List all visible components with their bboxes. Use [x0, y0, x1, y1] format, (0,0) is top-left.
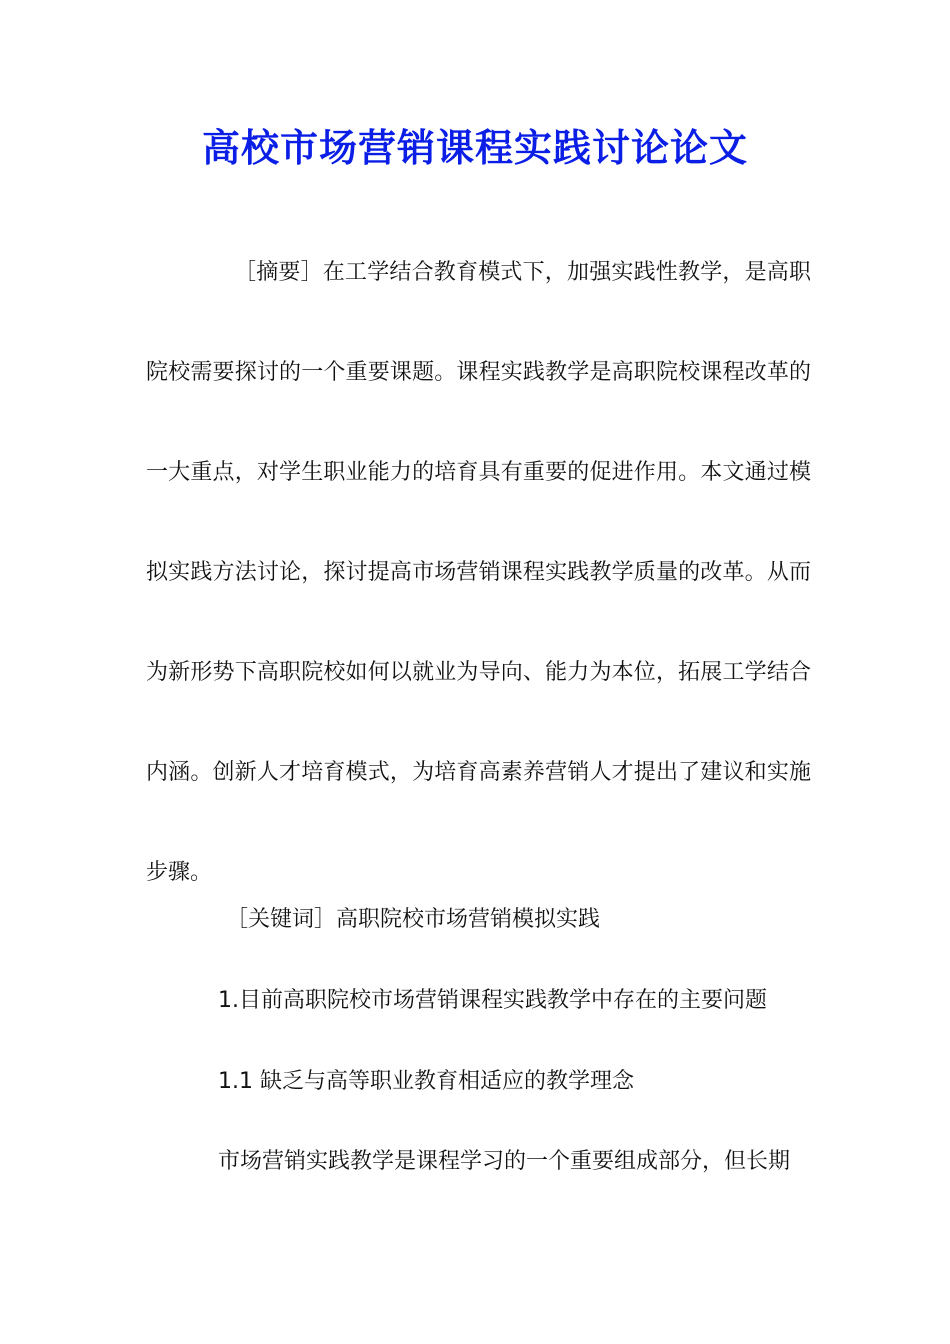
section-heading-1: 1.目前高职院校市场营销课程实践教学中存在的主要问题: [218, 988, 767, 1013]
section-heading-1-1: 1.1 缺乏与高等职业教育相适应的教学理念: [218, 1069, 634, 1094]
body-paragraph: 市场营销实践教学是课程学习的一个重要组成部分，但长期: [218, 1149, 791, 1174]
document-title: 高校市场营销课程实践讨论论文: [201, 125, 748, 170]
keywords-line: ［关键词］高职院校市场营销模拟实践: [226, 907, 601, 932]
abstract-paragraph: ［摘要］在工学结合教育模式下，加强实践性教学，是高职院校需要探讨的一个重要课题。课程实践教学是高职院校课程改革的一大重点，对学生职业能力的培育具有重要的促进作用。本文通过模拟实践方法讨论，探讨提高市场营销课程实践教学质量的改革。从而为新形势下高职院校如何以就业为导向、能力为本位，拓展工学结合内涵。创新人才培育模式，为培育高素养营销人才提出了建议和实施步骤。: [146, 260, 811, 885]
